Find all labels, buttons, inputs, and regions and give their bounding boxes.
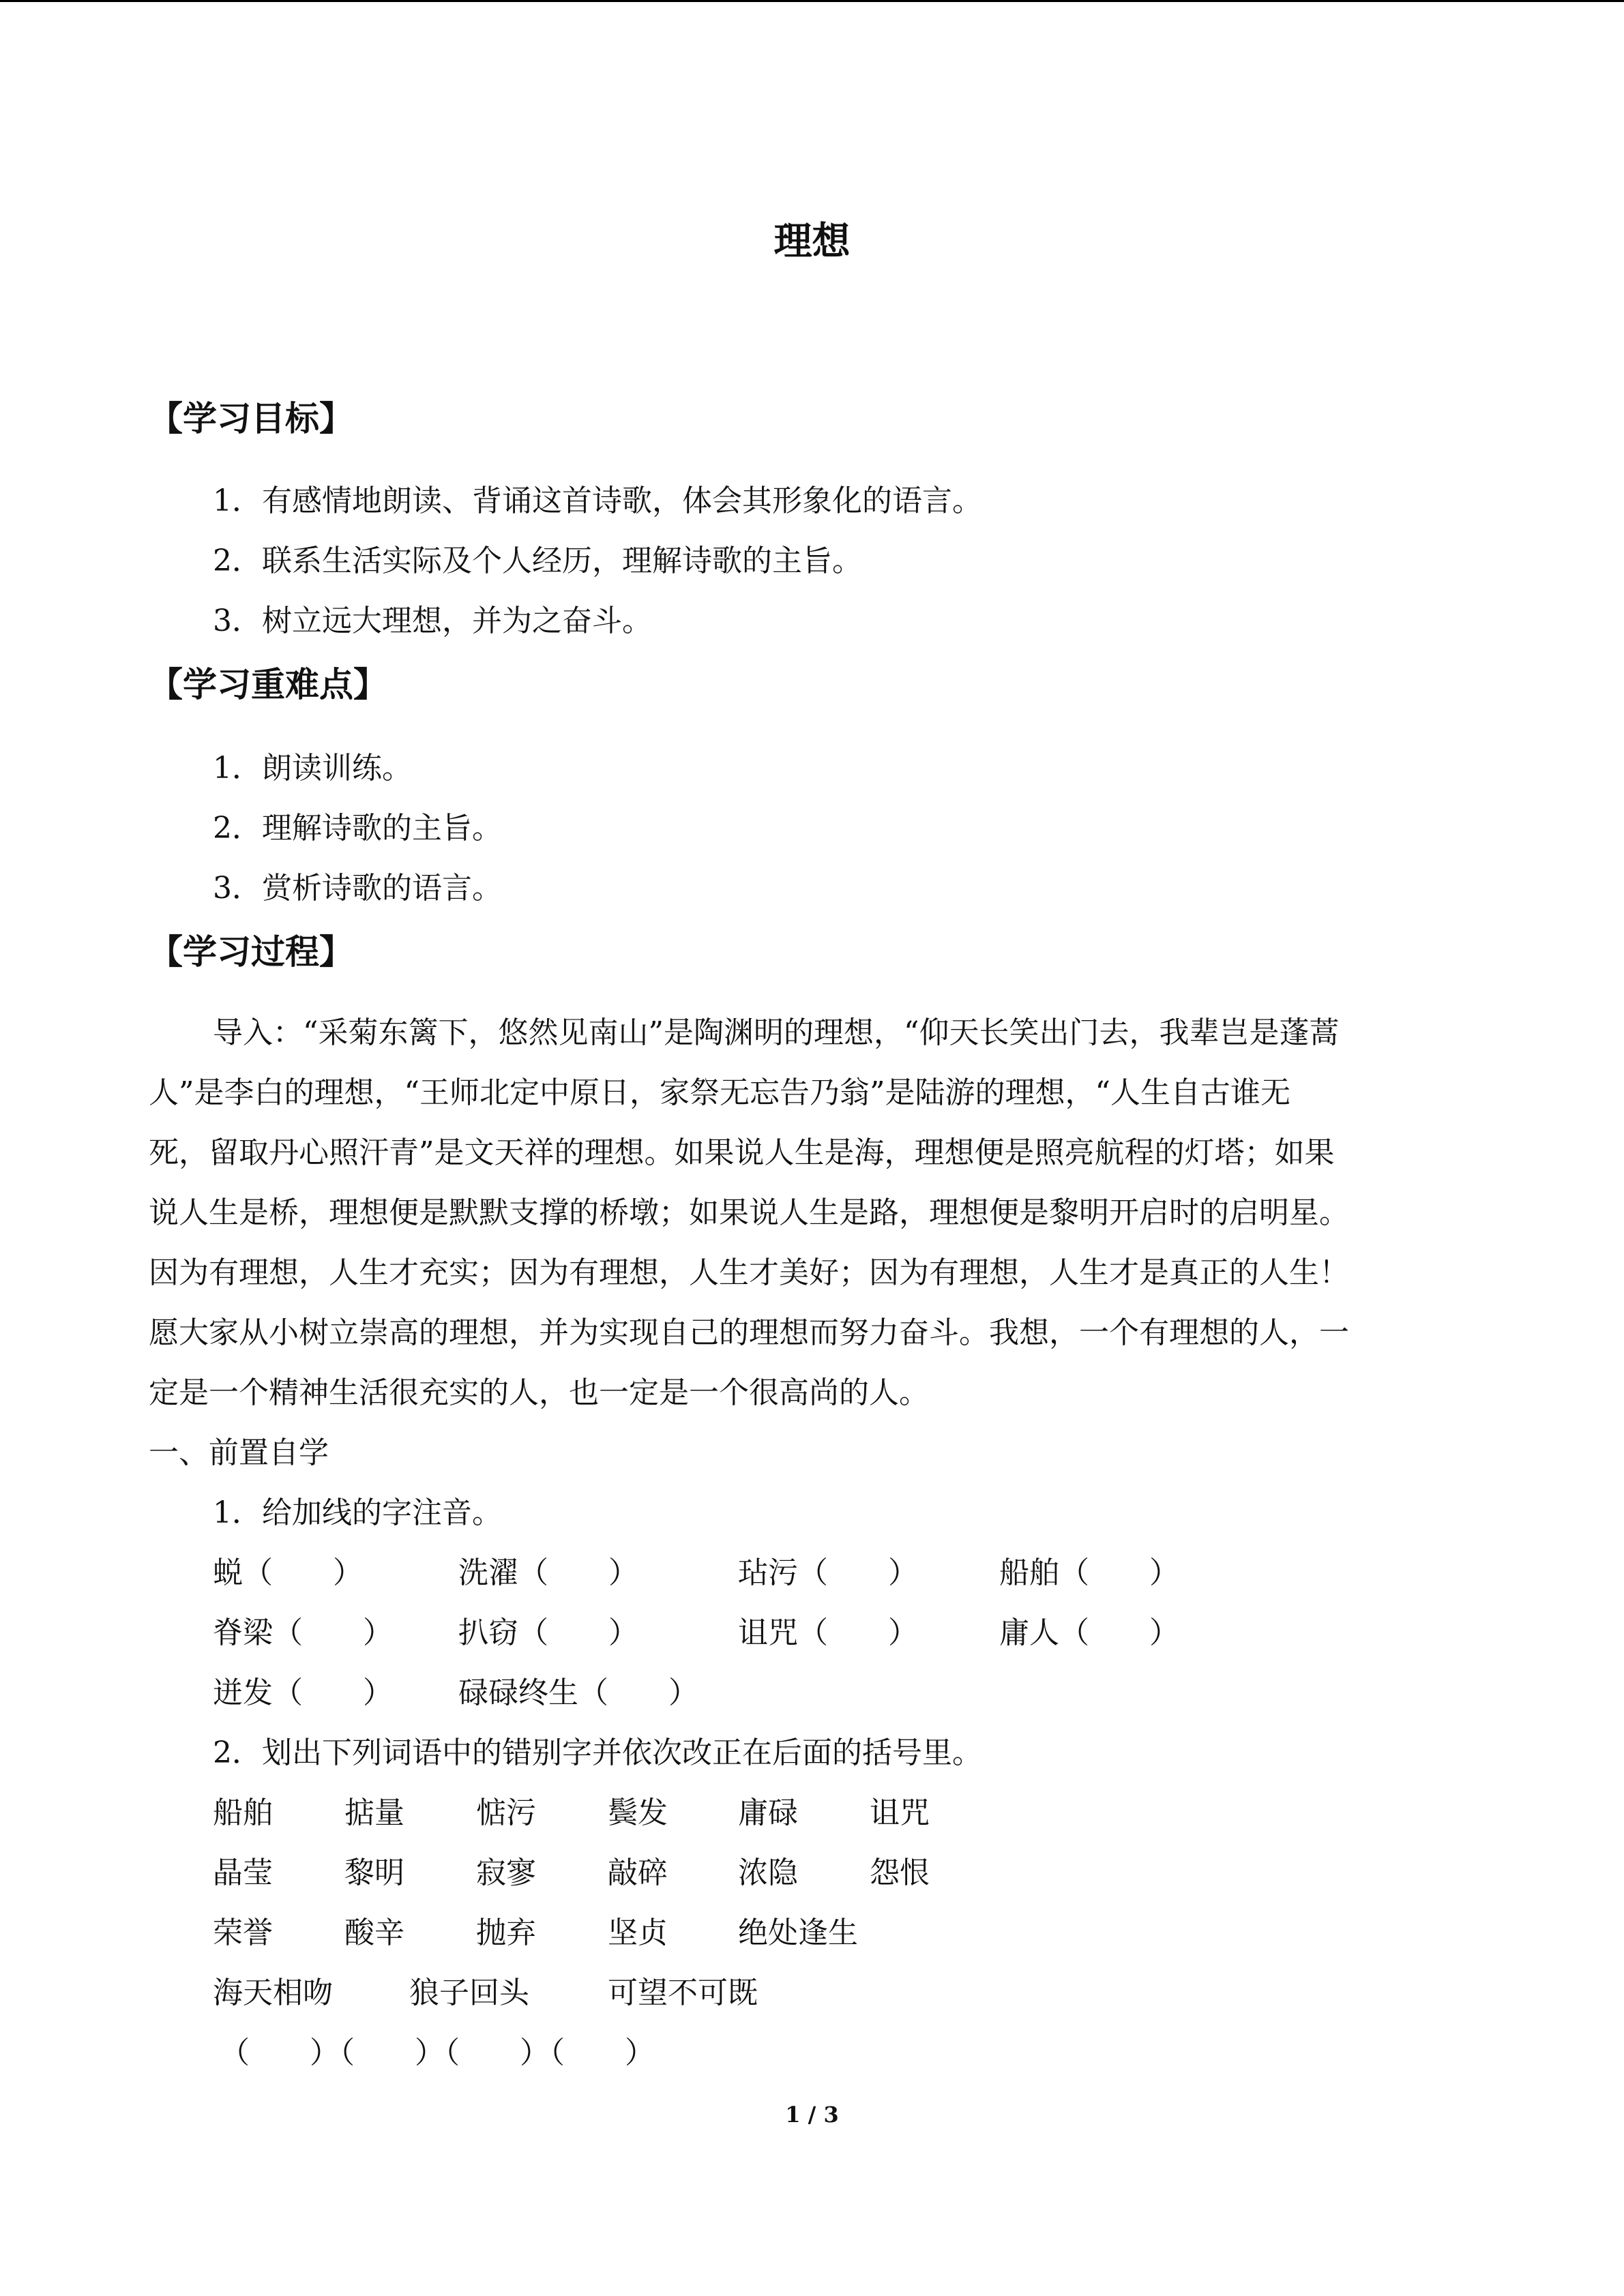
goal-item-2: 2．联系生活实际及个人经历，理解诗歌的主旨。: [213, 543, 862, 578]
intro-line-5: 因为有理想，人生才充实；因为有理想，人生才美好；因为有理想，人生才是真正的人生！: [149, 1255, 1349, 1290]
part-heading-preview: 一、前置自学: [149, 1435, 329, 1470]
word-item: 鬓发: [608, 1795, 668, 1830]
pinyin-item: 船舶（ ）: [999, 1555, 1179, 1590]
section-heading-keypoints: 【学习重难点】: [149, 665, 387, 704]
word-item: 庸碌: [738, 1795, 798, 1830]
word-item: 海天相吻: [213, 1976, 333, 2010]
word-item: 敲碎: [608, 1855, 668, 1890]
keypoint-item-2: 2．理解诗歌的主旨。: [213, 811, 502, 846]
word-item: 诅咒: [870, 1795, 930, 1830]
intro-line-4: 说人生是桥，理想便是默默支撑的桥墩；如果说人生是路，理想便是黎明开启时的启明星。: [149, 1195, 1349, 1230]
word-item: 浓隐: [738, 1855, 798, 1890]
word-item: 荣誉: [213, 1915, 273, 1950]
pinyin-item: 蜕（ ）: [213, 1555, 363, 1590]
intro-line-6: 愿大家从小树立崇高的理想，并为实现自己的理想而努力奋斗。我想，一个有理想的人，一: [149, 1315, 1349, 1350]
intro-line-7: 定是一个精神生活很充实的人，也一定是一个很高尚的人。: [149, 1375, 929, 1410]
page-number: 1 / 3: [785, 2102, 839, 2128]
pinyin-item: 玷污（ ）: [738, 1555, 918, 1590]
keypoint-item-3: 3．赏析诗歌的语言。: [213, 871, 502, 906]
word-item: 掂量: [344, 1795, 404, 1830]
word-item: 酸辛: [344, 1915, 404, 1950]
word-item: 可望不可既: [608, 1976, 758, 2010]
word-item: 惦污: [476, 1795, 536, 1830]
word-item: 坚贞: [608, 1915, 668, 1950]
keypoint-item-1: 1．朗读训练。: [213, 751, 412, 786]
word-item: 晶莹: [213, 1855, 273, 1890]
word-item: 抛弃: [476, 1915, 536, 1950]
section-heading-goals: 【学习目标】: [149, 399, 353, 438]
page-title: 理想: [773, 220, 851, 264]
intro-line-2: 人”是李白的理想，“王师北定中原日，家祭无忘告乃翁”是陆游的理想，“人生自古谁无: [149, 1075, 1290, 1110]
word-item: 怨恨: [870, 1855, 930, 1890]
pinyin-item: 迸发（ ）: [213, 1675, 393, 1710]
pinyin-item: 碌碌终生（ ）: [458, 1675, 698, 1710]
word-item: 绝处逢生: [738, 1915, 858, 1950]
pinyin-item: 诅咒（ ）: [738, 1615, 918, 1650]
pinyin-item: 庸人（ ）: [999, 1615, 1179, 1650]
section-heading-process: 【学习过程】: [149, 932, 353, 972]
word-item: 船舶: [213, 1795, 273, 1830]
pinyin-item: 扒窃（ ）: [458, 1615, 638, 1650]
question-2: 2．划出下列词语中的错别字并依次改正在后面的括号里。: [213, 1735, 982, 1770]
pinyin-item: 脊梁（ ）: [213, 1615, 393, 1650]
question-1: 1．给加线的字注音。: [213, 1495, 502, 1530]
word-item: 狼子回头: [409, 1976, 529, 2010]
intro-line-1: 导入：“采菊东篱下，悠然见南山”是陶渊明的理想，“仰天长笑出门去，我辈岂是蓬蒿: [213, 1015, 1340, 1050]
intro-line-3: 死，留取丹心照汗青”是文天祥的理想。如果说人生是海，理想便是照亮航程的灯塔；如果: [149, 1135, 1335, 1170]
pinyin-item: 洗濯（ ）: [458, 1555, 638, 1590]
goal-item-3: 3．树立远大理想，并为之奋斗。: [213, 603, 652, 638]
word-item: 寂寥: [476, 1855, 536, 1890]
goal-item-1: 1．有感情地朗读、背诵这首诗歌，体会其形象化的语言。: [213, 483, 982, 518]
word-item: 黎明: [344, 1855, 404, 1890]
answer-blanks: （ ）（ ）（ ）（ ）: [220, 2036, 655, 2070]
